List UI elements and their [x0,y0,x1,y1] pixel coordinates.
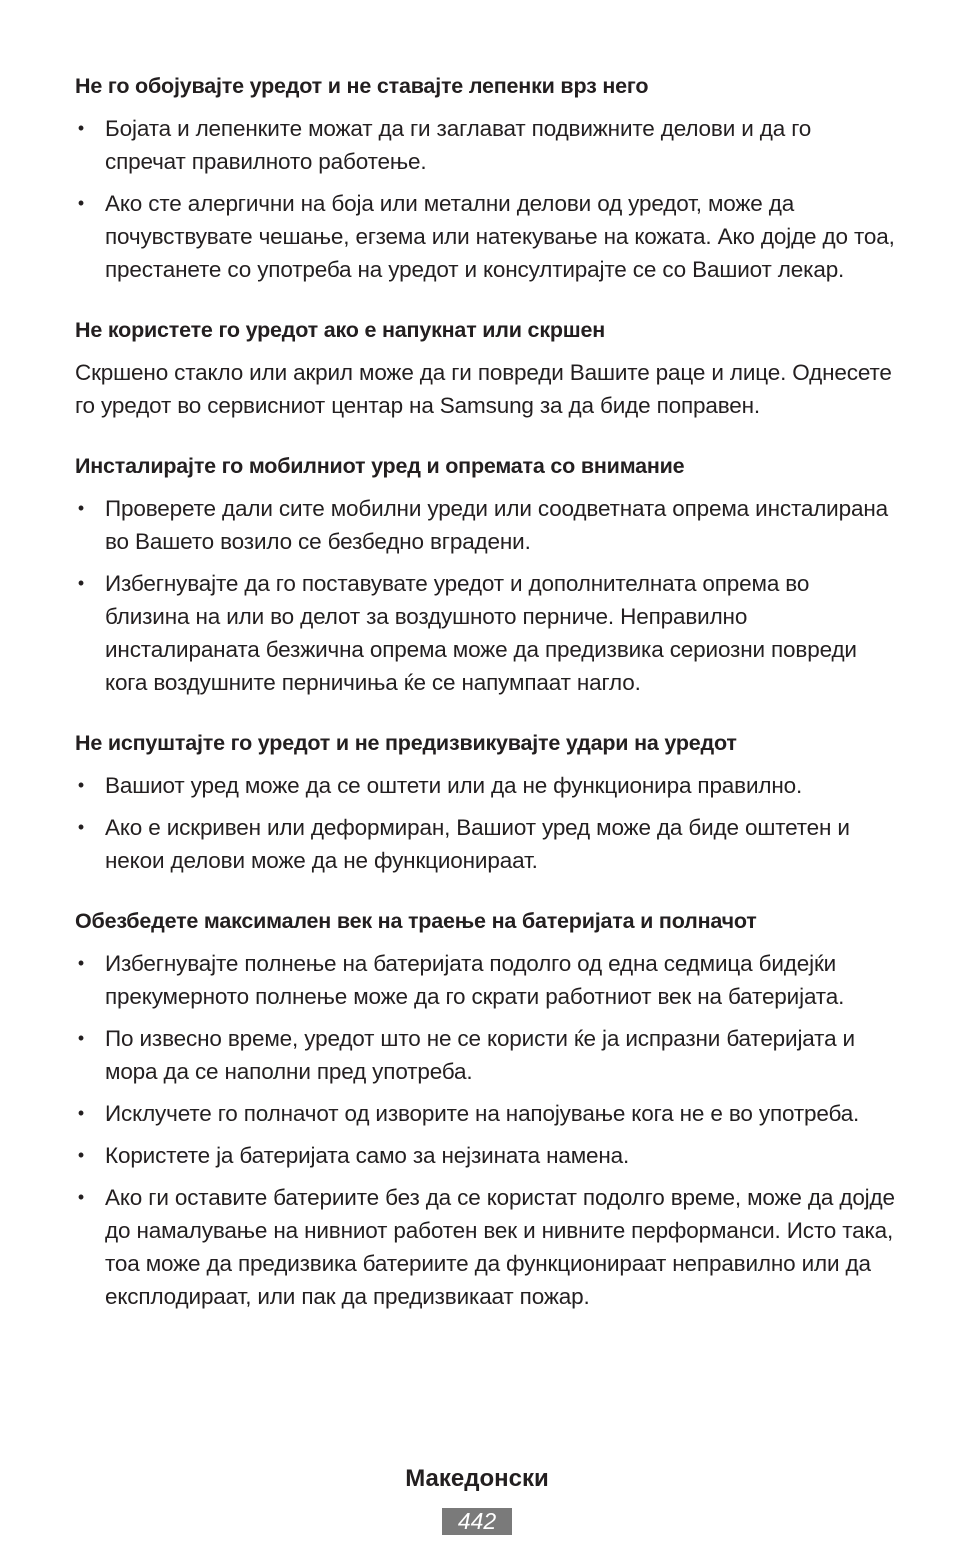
section-heading: Обезбедете максимален век на траење на батеријата и полначот [75,909,757,933]
section-paragraph: Скршено стакло или акрил може да ги повреди Вашите раце и лице. Однесете го уредот во сервисниот центар на Samsung за да биде поправен. [75,360,892,418]
list-item-text: Исклучете го полначот од изворите на напојување кога не е во употреба. [105,1101,860,1126]
section-drop-impact [75,727,895,877]
list-item [75,187,895,286]
list-item-text: По извесно време, уредот што не се користи ќе ја испразни батеријата и мора да се наполни пред употреба. [105,1026,855,1084]
bullet-list [75,947,895,1313]
list-item-text: Ако ги оставите батериите без да се користат подолго време, може да дојде до намалување на нивниот работен век и нивните перформанси. Исто така, тоа може да предизвика батериите да функционираат неправилно или да експлодираат, или пак да предизвикаат пожар. [105,1185,895,1309]
list-item-text: Избегнувајте да го поставувате уредот и дополнителната опрема во близина на или во делот за воздушното перниче. Неправилно инсталираната безжична опрема може да предизвика сериозни повреди кога воздушните перничиња ќе се напумпаат нагло. [105,571,857,695]
list-item [75,769,895,802]
bullet-icon: • [77,498,85,518]
bullet-icon: • [77,193,85,213]
page-number-badge: 442 [442,1508,512,1535]
section-heading: Не користете го уредот ако е напукнат или скршен [75,318,606,342]
footer-language-label: Македонски [405,1465,549,1492]
document-body [75,70,895,1341]
bullet-list [75,769,895,877]
list-item [75,1022,895,1088]
section-heading: Не испуштајте го уредот и не предизвикувајте удари на уредот [75,731,737,755]
list-item [75,1139,895,1172]
bullet-icon: • [77,775,85,795]
section-vehicle-install [75,450,895,699]
section-heading: Инсталирајте го мобилниот уред и опремата со внимание [75,454,685,478]
list-item-text: Ако е искривен или деформиран, Вашиот уред може да биде оштетен и некои делови може да не функционираат. [105,815,850,873]
section-paint-stickers [75,70,895,286]
list-item [75,1097,895,1130]
list-item [75,947,895,1013]
bullet-icon: • [77,1187,85,1207]
list-item-text: Вашиот уред може да се оштети или да не функционира правилно. [105,773,803,798]
bullet-list [75,112,895,286]
bullet-list [75,492,895,699]
list-item-text: Користете ја батеријата само за нејзината намена. [105,1143,630,1168]
section-heading: Не го обојувајте уредот и не ставајте лепенки врз него [75,74,649,98]
bullet-icon: • [77,1145,85,1165]
list-item-text: Проверете дали сите мобилни уреди или соодветната опрема инсталирана во Вашето возило се безбедно вградени. [105,496,888,554]
list-item-text: Бојата и лепенките можат да ги заглават подвижните делови и да го спречат правилното работење. [105,116,812,174]
section-battery-life [75,905,895,1313]
bullet-icon: • [77,953,85,973]
bullet-icon: • [77,817,85,837]
bullet-icon: • [77,573,85,593]
bullet-icon: • [77,118,85,138]
list-item [75,492,895,558]
bullet-icon: • [77,1028,85,1048]
list-item-text: Ако сте алергични на боја или метални делови од уредот, може да почувствувате чешање, егзема или натекување на кожата. Ако дојде до тоа, престанете со употреба на уредот и консултирајте се со Вашиот лекар. [105,191,895,282]
bullet-icon: • [77,1103,85,1123]
list-item [75,811,895,877]
list-item [75,567,895,699]
section-cracked-device [75,314,895,422]
list-item [75,1181,895,1313]
list-item-text: Избегнувајте полнење на батеријата подолго од една седмица бидејќи прекумерното полнење може да го скрати работниот век на батеријата. [105,951,845,1009]
list-item [75,112,895,178]
